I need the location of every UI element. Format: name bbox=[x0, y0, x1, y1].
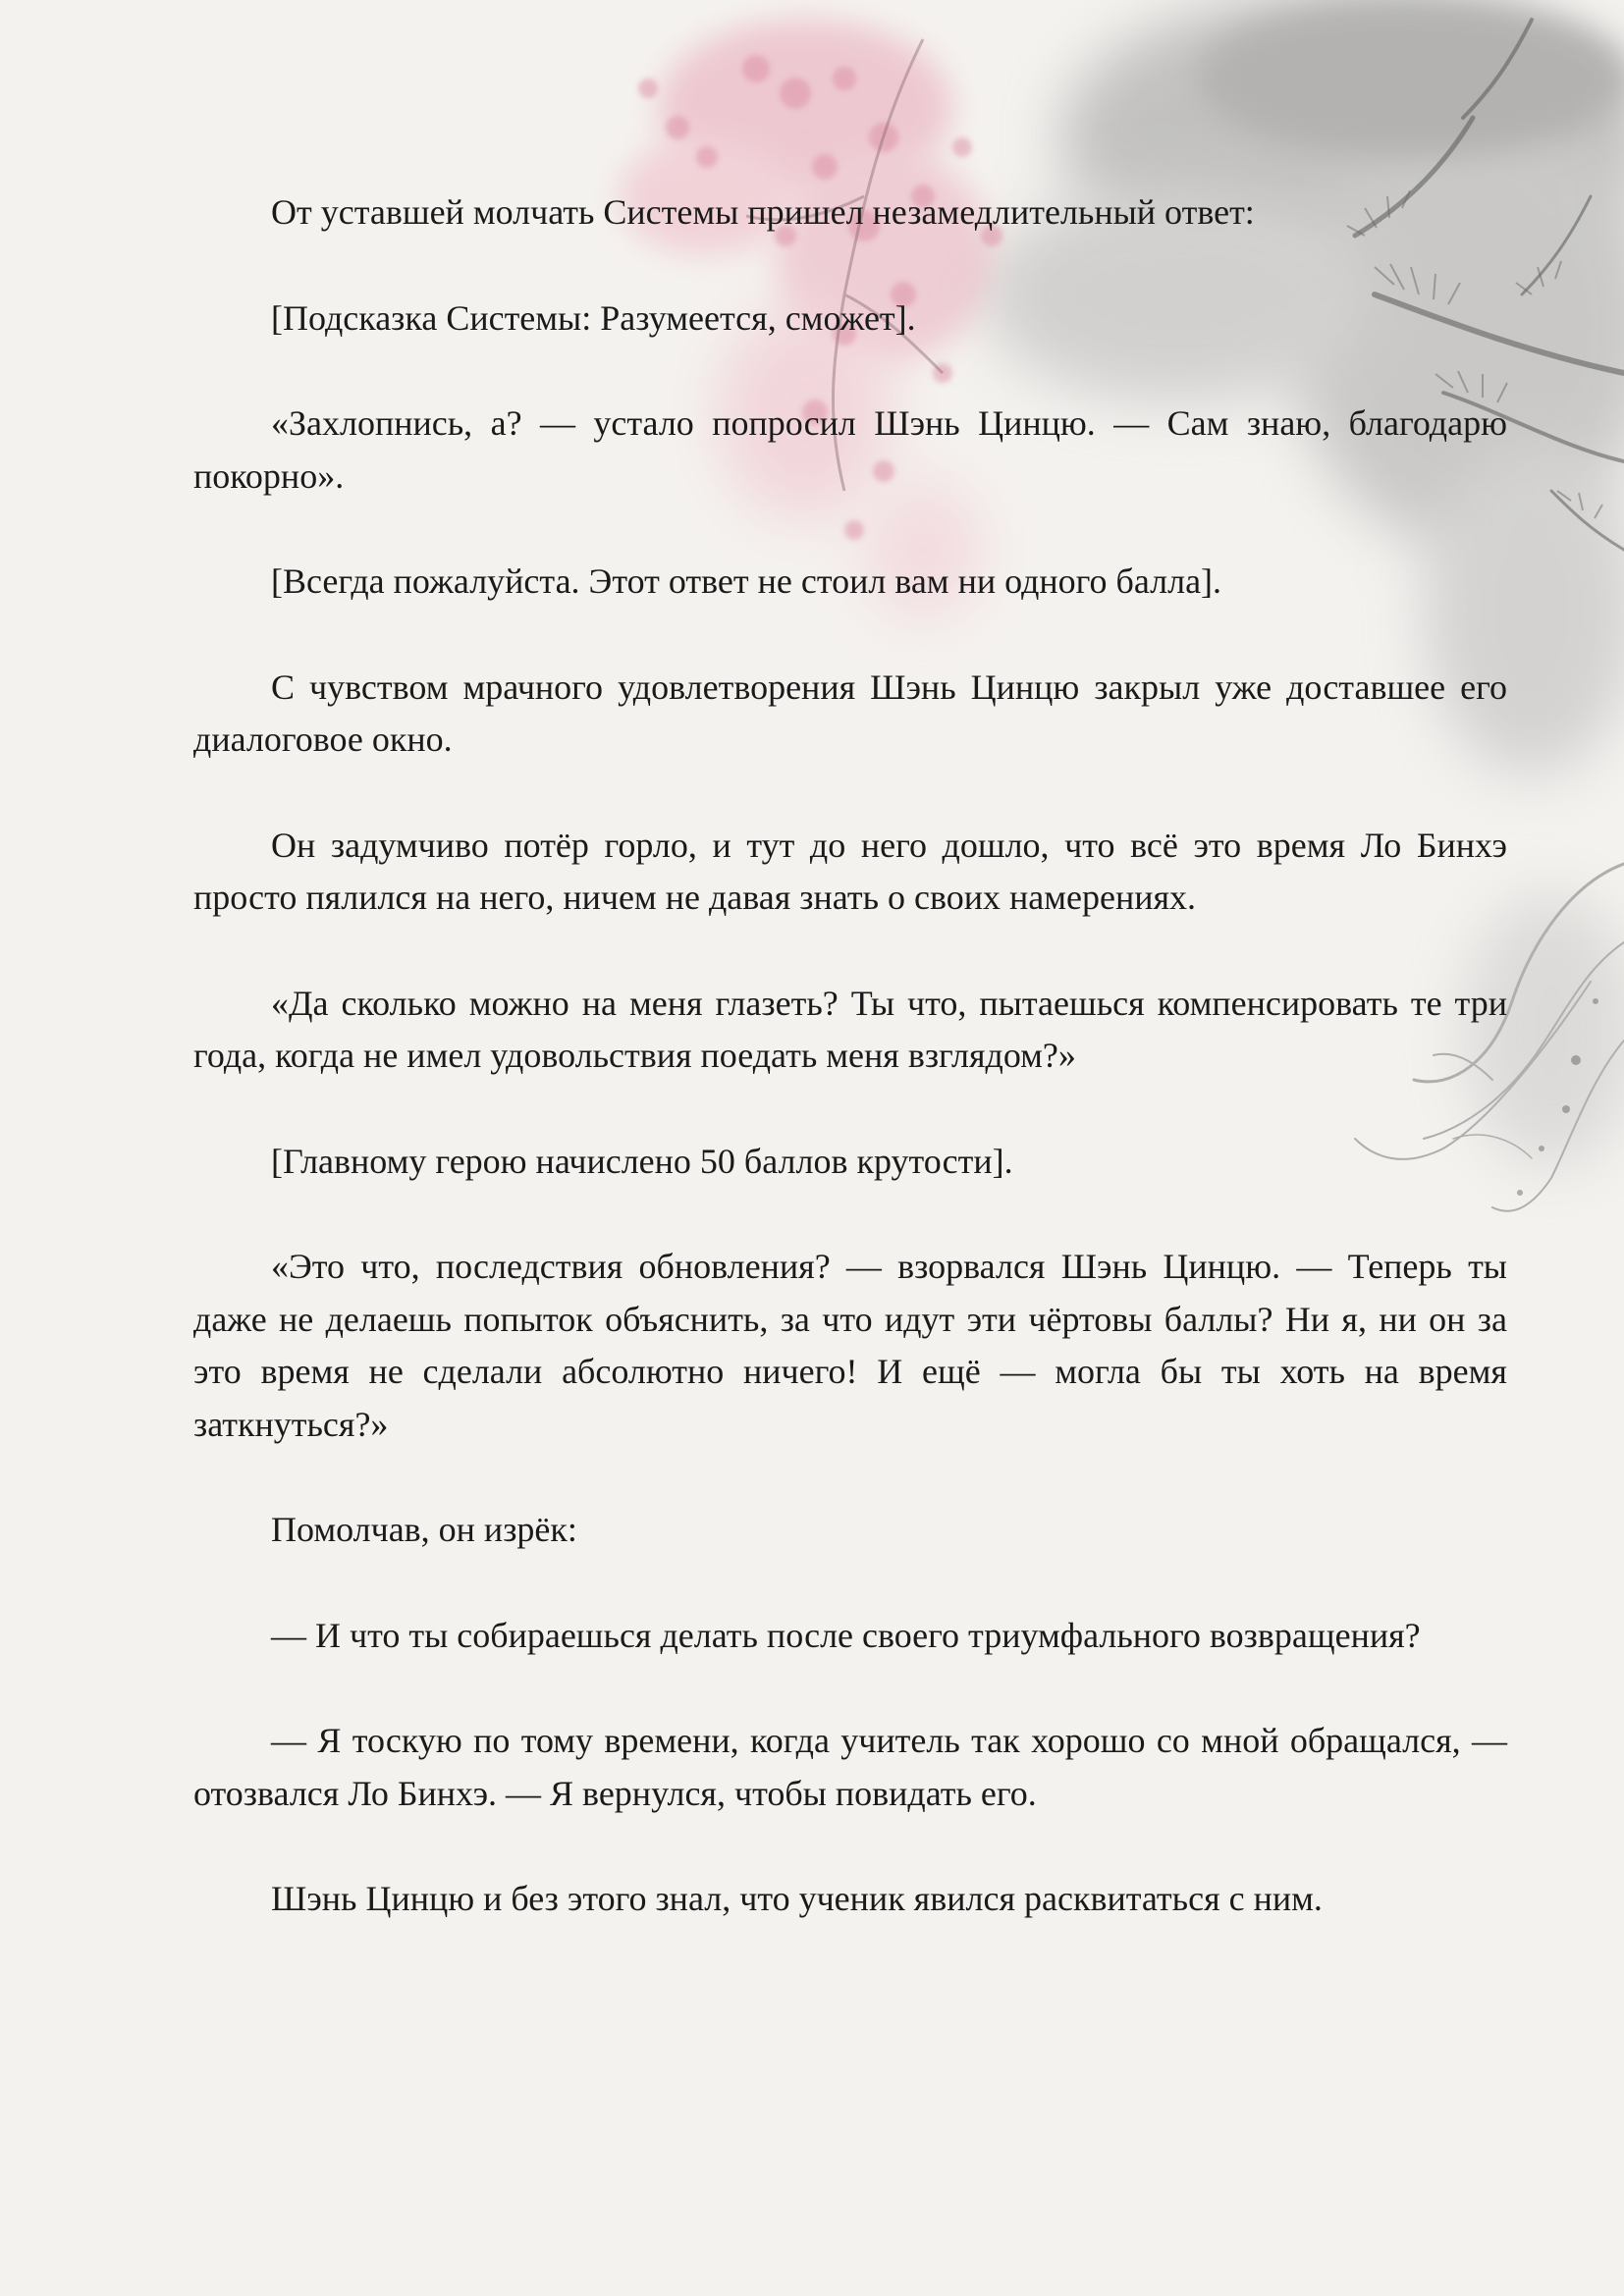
paragraph: Помолчав, он изрёк: bbox=[271, 1510, 577, 1549]
paragraph: С чувством мрачного удовлетворения Шэнь Цинцю закрыл уже доставшее его диалоговое окно. bbox=[193, 667, 1507, 759]
paragraph: «Это что, последствия обновления? — взорвался Шэнь Цинцю. — Теперь ты даже не делаешь попыток объяснить, за что идут эти чёртовы баллы? Ни я, ни он за это время не сделали абсолютно ничего! И ещё — могла бы ты хоть на время заткнуться?» bbox=[193, 1247, 1507, 1444]
paragraph: [Подсказка Системы: Разумеется, сможет]. bbox=[271, 297, 916, 338]
paragraph: — Я тоскую по тому времени, когда учитель так хорошо со мной обращался, — отозвался Ло Бинхэ. — Я вернулся, чтобы повидать его. bbox=[193, 1721, 1507, 1813]
paragraph: От уставшей молчать Системы пришел незамедлительный ответ: bbox=[271, 192, 1255, 232]
paragraph: Шэнь Цинцю и без этого знал, что ученик явился расквитаться с ним. bbox=[271, 1879, 1323, 1918]
paragraph: «Да сколько можно на меня глазеть? Ты что, пытаешься компенсировать те три года, когда не имел удовольствия поедать меня взглядом?» bbox=[193, 983, 1507, 1075]
paragraph: «Захлопнись, а? — устало попросил Шэнь Цинцю. — Сам знаю, благодарю покорно». bbox=[193, 403, 1507, 496]
paragraph: Он задумчиво потёр горло, и тут до него дошло, что всё это время Ло Бинхэ просто пялился на него, ничем не давая знать о своих намерениях. bbox=[193, 825, 1507, 917]
paragraph: [Всегда пожалуйста. Этот ответ не стоил вам ни одного балла]. bbox=[271, 561, 1222, 601]
paragraph: [Главному герою начислено 50 баллов крутости]. bbox=[271, 1141, 1013, 1181]
document-body bbox=[193, 187, 1507, 1979]
paragraph: — И что ты собираешься делать после своего триумфального возвращения? bbox=[271, 1615, 1421, 1655]
